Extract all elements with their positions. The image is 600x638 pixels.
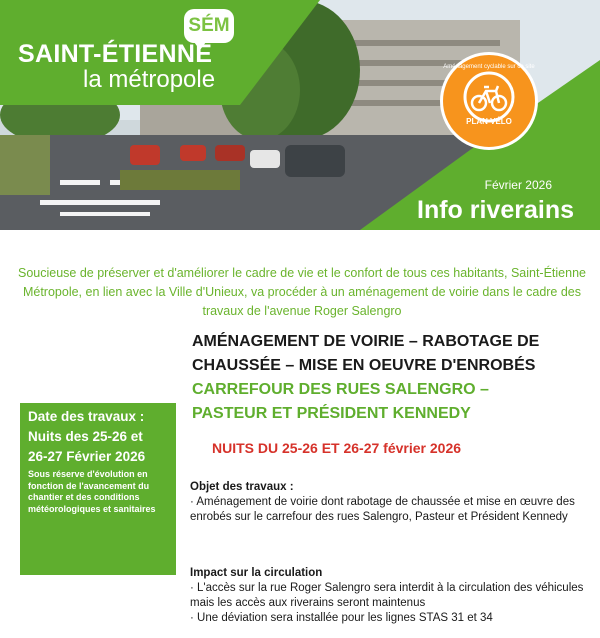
page-title: Info riverains [417,196,574,224]
works-heading-line1: AMÉNAGEMENT DE VOIRIE – RABOTAGE DE [192,333,540,350]
objet-section [190,480,590,525]
plan-velo-ring-text: Aménagement cyclable sur ce site [443,64,535,70]
location-heading-line1: CARREFOUR DES RUES SALENGRO – [192,381,489,398]
impact-title: Impact sur la circulation [190,567,323,579]
impact-item-2: · Une déviation sera installée pour les lignes STAS 31 et 34 [190,612,493,624]
logo-title: SAINT-ÉTIENNE [18,40,213,68]
dates-box-title: Date des travaux : [28,409,145,424]
sem-badge: SÉM [184,9,234,43]
objet-title: Objet des travaux : [190,481,294,493]
objet-body: · Aménagement de voirie dont rabotage de chaussée et mise en œuvre des enrobés sur le carrefour des rues Salengro, Pasteur et Président Kennedy [190,496,575,523]
header-banner [0,0,600,230]
works-heading-line2: CHAUSSÉE – MISE EN OEUVRE D'ENROBÉS [192,357,536,374]
plan-velo-badge [440,52,538,150]
impact-item-1: · L'accès sur la rue Roger Salengro sera interdit à la circulation des véhicules mais les accès aux riverains seront maintenus [190,582,584,609]
impact-section [190,566,590,626]
issue-date: Février 2026 [484,178,552,192]
plan-velo-label: PLAN VÉLO [466,117,512,126]
dates-box-line2: Nuits des 25-26 et [28,429,143,444]
location-heading-line2: PASTEUR ET PRÉSIDENT KENNEDY [192,405,471,422]
dates-box-line3: 26-27 Février 2026 [28,449,146,464]
dates-box-note: Sous réserve d'évolution en fonction de l'avancement du chantier et des conditions météorologiques et sanitaires [28,469,156,514]
dates-box [20,403,176,575]
logo-subtitle: la métropole [83,66,216,93]
intro-paragraph: Soucieuse de préserver et d'améliorer le cadre de vie et le confort de tous ces habitants, Saint-Étienne Métropole, en lien avec la Ville d'Unieux, va procéder à un aménagement de voirie dans le cadre des travaux de l'avenue Roger Salengro [18,266,586,318]
nights-banner: NUITS DU 25-26 ET 26-27 février 2026 [212,440,462,456]
works-heading [192,330,592,426]
